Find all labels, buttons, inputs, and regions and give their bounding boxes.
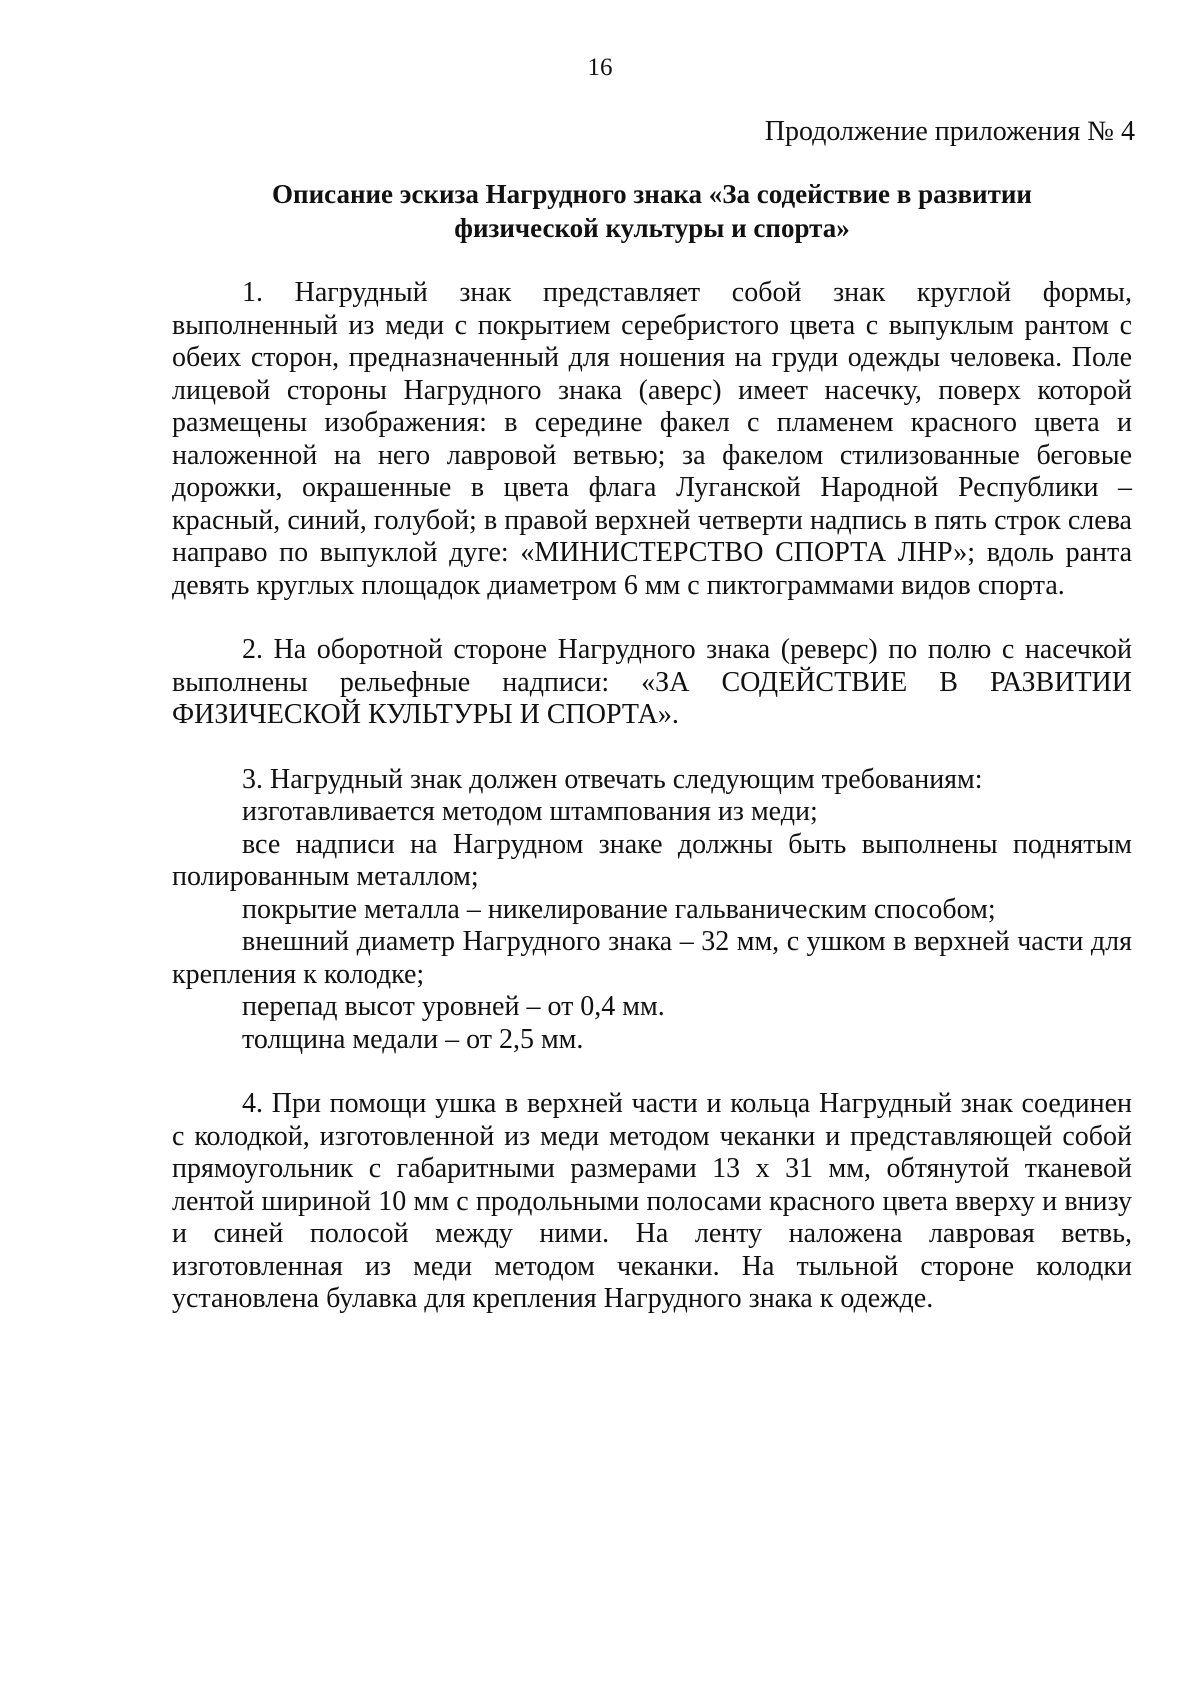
requirement-item: все надписи на Нагрудном знаке должны быть выполнены поднятым полированным металлом; <box>172 828 1132 892</box>
document-title <box>172 177 1132 245</box>
paragraph-1: 1. Нагрудный знак представляет собой знак круглой формы, выполненный из меди с покрытием серебристого цвета с выпуклым рантом с обеих сторон, предназначенный для ношения на груди одежды человека. Поле лицевой стороны Нагрудного знака (аверс) имеет насечку, поверх которой размещены изображения: в середине факел с пламенем красного цвета и наложенной на него лавровой ветвью; за факелом стилизованные беговые дорожки, окрашенные в цвета флага Луганской Народной Республики – красный, синий, голубой; в правой верхней четверти надпись в пять строк слева направо по выпуклой дуге: «МИНИСТЕРСТВО СПОРТА ЛНР»; вдоль ранта девять круглых площадок диаметром 6 мм с пиктограммами видов спорта. <box>172 277 1132 601</box>
paragraph-2: 2. На оборотной стороне Нагрудного знака (реверс) по полю с насечкой выполнены рельефные надписи: «ЗА СОДЕЙСТВИЕ В РАЗВИТИИ ФИЗИЧЕСКОЙ КУЛЬТУРЫ И СПОРТА». <box>172 634 1132 730</box>
document-title-line-2: физической культуры и спорта» <box>454 213 850 243</box>
paragraph-4: 4. При помощи ушка в верхней части и кольца Нагрудный знак соединен с колодкой, изготовленной из меди методом чеканки и представляющей собой прямоугольник с габаритными размерами 13 х 31 мм, обтянутой тканевой лентой шириной 10 мм с продольными полосами красного цвета вверху и внизу и синей полосой между ними. На ленту наложена лавровая ветвь, изготовленная из меди методом чеканки. На тыльной стороне колодки установлена булавка для крепления Нагрудного знака к одежде. <box>172 1088 1132 1314</box>
page-number: 16 <box>587 54 613 81</box>
appendix-note: Продолжение приложения № 4 <box>764 116 1135 147</box>
requirement-item: изготавливается методом штампования из меди; <box>242 796 818 827</box>
requirement-item: внешний диаметр Нагрудного знака – 32 мм, с ушком в верхней части для крепления к колодке; <box>172 926 1132 990</box>
requirement-item: перепад высот уровней – от 0,4 мм. <box>242 991 665 1022</box>
requirements-heading: 3. Нагрудный знак должен отвечать следующим требованиям: <box>242 763 983 795</box>
document-title-line-1: Описание эскиза Нагрудного знака «За содействие в развитии <box>272 179 1032 209</box>
requirement-item: покрытие металла – никелирование гальваническим способом; <box>242 893 996 925</box>
document-body <box>172 277 1132 1316</box>
requirement-item: толщина медали – от 2,5 мм. <box>242 1023 584 1055</box>
